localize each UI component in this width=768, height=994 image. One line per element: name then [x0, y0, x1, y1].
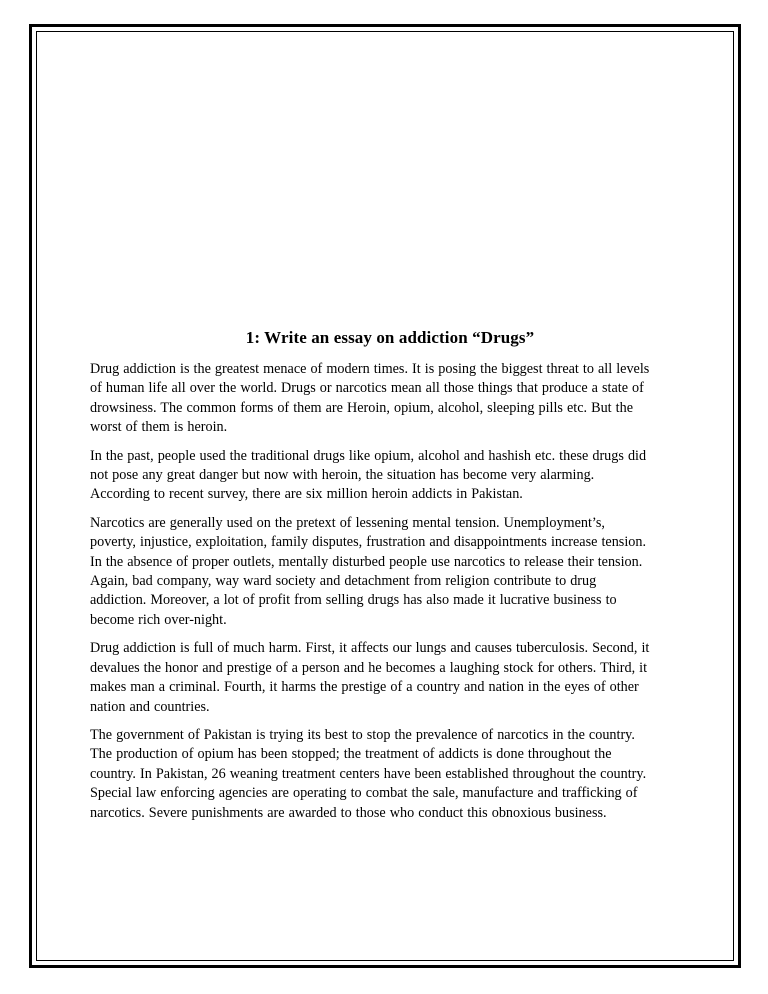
- text-line: narcotics. Severe punishments are awarded to those who conduct this obnoxious business.: [90, 804, 607, 821]
- paragraph-5: [90, 726, 690, 823]
- text-line: drowsiness. The common forms of them are Heroin, opium, alcohol, sleeping pills etc. But the: [90, 399, 634, 416]
- text-line: of human life all over the world. Drugs or narcotics mean all those things that produce a state of: [90, 380, 644, 397]
- text-line: Again, bad company, way ward society and detachment from religion contribute to drug: [90, 573, 597, 590]
- text-line: devalues the honor and prestige of a person and he becomes a laughing stock for others. Third, it: [90, 659, 648, 676]
- text-line: According to recent survey, there are six million heroin addicts in Pakistan.: [90, 486, 523, 503]
- text-line: not pose any great danger but now with heroin, the situation has become very alarming.: [90, 467, 595, 484]
- text-line: The production of opium has been stopped; the treatment of addicts is done throughout the: [90, 746, 612, 763]
- text-line: nation and countries.: [90, 698, 210, 715]
- text-line: In the past, people used the traditional drugs like opium, alcohol and hashish etc. these drugs did: [90, 447, 647, 464]
- text-line: Drug addiction is the greatest menace of modern times. It is posing the biggest threat to all levels: [90, 361, 650, 377]
- text-line: country. In Pakistan, 26 weaning treatment centers have been established throughout the country.: [90, 765, 647, 782]
- essay-title: 1: Write an essay on addiction “Drugs”: [245, 328, 535, 347]
- paragraph-1: [90, 360, 690, 438]
- paragraph-4: [90, 639, 690, 717]
- text-line: poverty, injustice, exploitation, family disputes, frustration and disappointments increase tension.: [90, 534, 646, 551]
- text-line: In the absence of proper outlets, mentally disturbed people use narcotics to release their tension.: [90, 553, 643, 570]
- paragraph-3: [90, 514, 690, 630]
- text-line: Narcotics are generally used on the pretext of lessening mental tension. Unemployment’s,: [90, 514, 605, 531]
- text-line: become rich over-night.: [90, 611, 227, 628]
- text-line: worst of them is heroin.: [90, 419, 228, 436]
- paragraph-2: [90, 447, 690, 505]
- text-line: Special law enforcing agencies are operating to combat the sale, manufacture and trafficking of: [90, 785, 638, 802]
- text-line: The government of Pakistan is trying its best to stop the prevalence of narcotics in the country.: [90, 726, 635, 743]
- text-line: makes man a criminal. Fourth, it harms the prestige of a country and nation in the eyes of other: [90, 679, 639, 696]
- text-line: addiction. Moreover, a lot of profit from selling drugs has also made it lucrative business to: [90, 592, 617, 609]
- essay-body: [90, 328, 690, 832]
- text-line: Drug addiction is full of much harm. First, it affects our lungs and causes tuberculosis. Second, it: [90, 640, 650, 657]
